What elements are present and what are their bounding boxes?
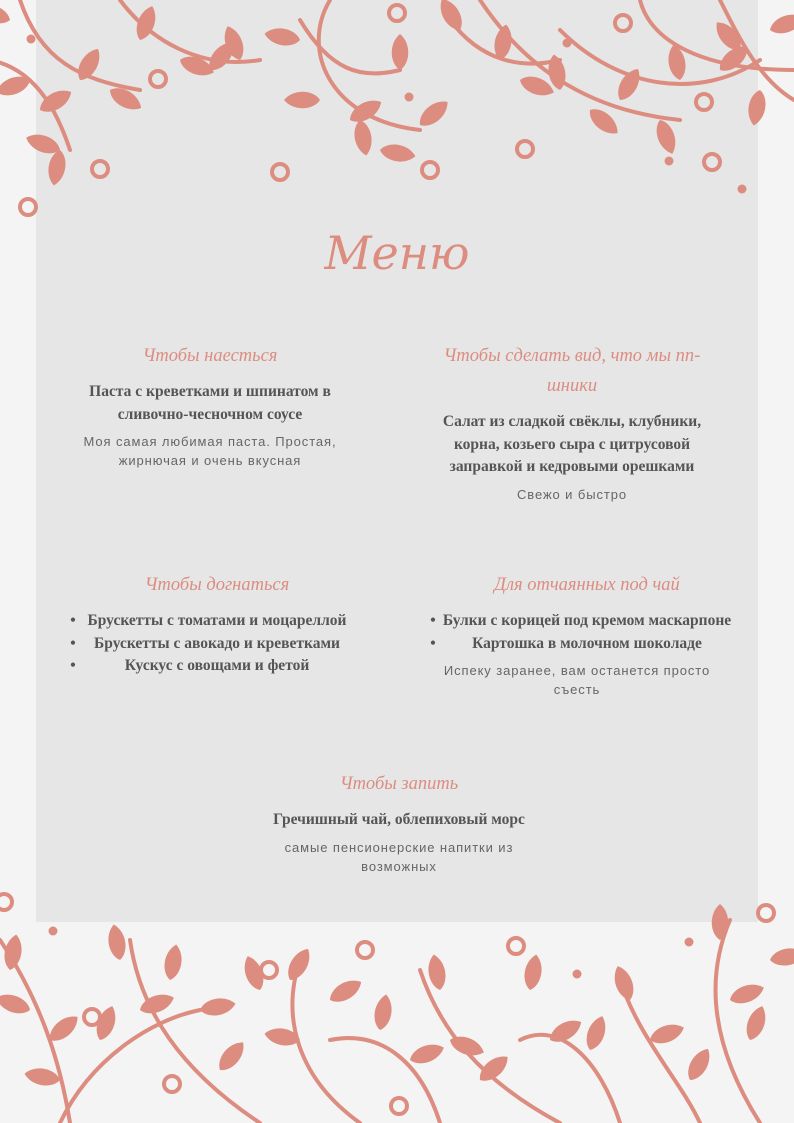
list-item: • Булки с корицей под кремом маскарпоне bbox=[430, 612, 732, 629]
list-item: • Кускус с овощами и фетой bbox=[70, 657, 310, 674]
section-heading: Чтобы догнаться bbox=[144, 575, 290, 595]
dish-list bbox=[70, 610, 352, 678]
list-item: • Брускетты с томатами и моцареллой bbox=[70, 612, 347, 629]
section-main-course bbox=[62, 341, 358, 470]
section-drinks bbox=[247, 769, 551, 876]
dish-note: Испеку заранее, вам останется просто съесть bbox=[443, 663, 711, 697]
list-item: • Картошка в молочном шоколаде bbox=[430, 634, 702, 652]
section-heading: Чтобы наесться bbox=[142, 346, 278, 366]
section-heading: Чтобы запить bbox=[339, 774, 459, 794]
dish-name: Салат из сладкой свёклы, клубники, корна, козьего сыра с цитрусовой заправкой и кедровыми орешками bbox=[442, 413, 702, 475]
section-salad bbox=[422, 341, 722, 504]
dish-list bbox=[430, 610, 732, 655]
section-heading: Чтобы сделать вид, что мы пп-шники bbox=[443, 346, 701, 396]
menu-title: Меню bbox=[324, 226, 470, 280]
section-desserts bbox=[430, 570, 732, 699]
dish-name: Паста с креветками и шпинатом в сливочно-чесночном соусе bbox=[89, 383, 331, 423]
dish-note: Свежо и быстро bbox=[517, 486, 627, 502]
dish-name: Гречишный чай, облепиховый морс bbox=[273, 811, 525, 828]
dish-note: Моя самая любимая паста. Простая, жирнючая и очень вкусная bbox=[83, 434, 337, 468]
section-snacks bbox=[70, 570, 352, 678]
list-item: • Брускетты с авокадо и креветками bbox=[70, 634, 340, 652]
section-heading: Для отчаянных под чай bbox=[494, 575, 680, 595]
dish-note: самые пенсионерские напитки из возможных bbox=[284, 839, 514, 874]
